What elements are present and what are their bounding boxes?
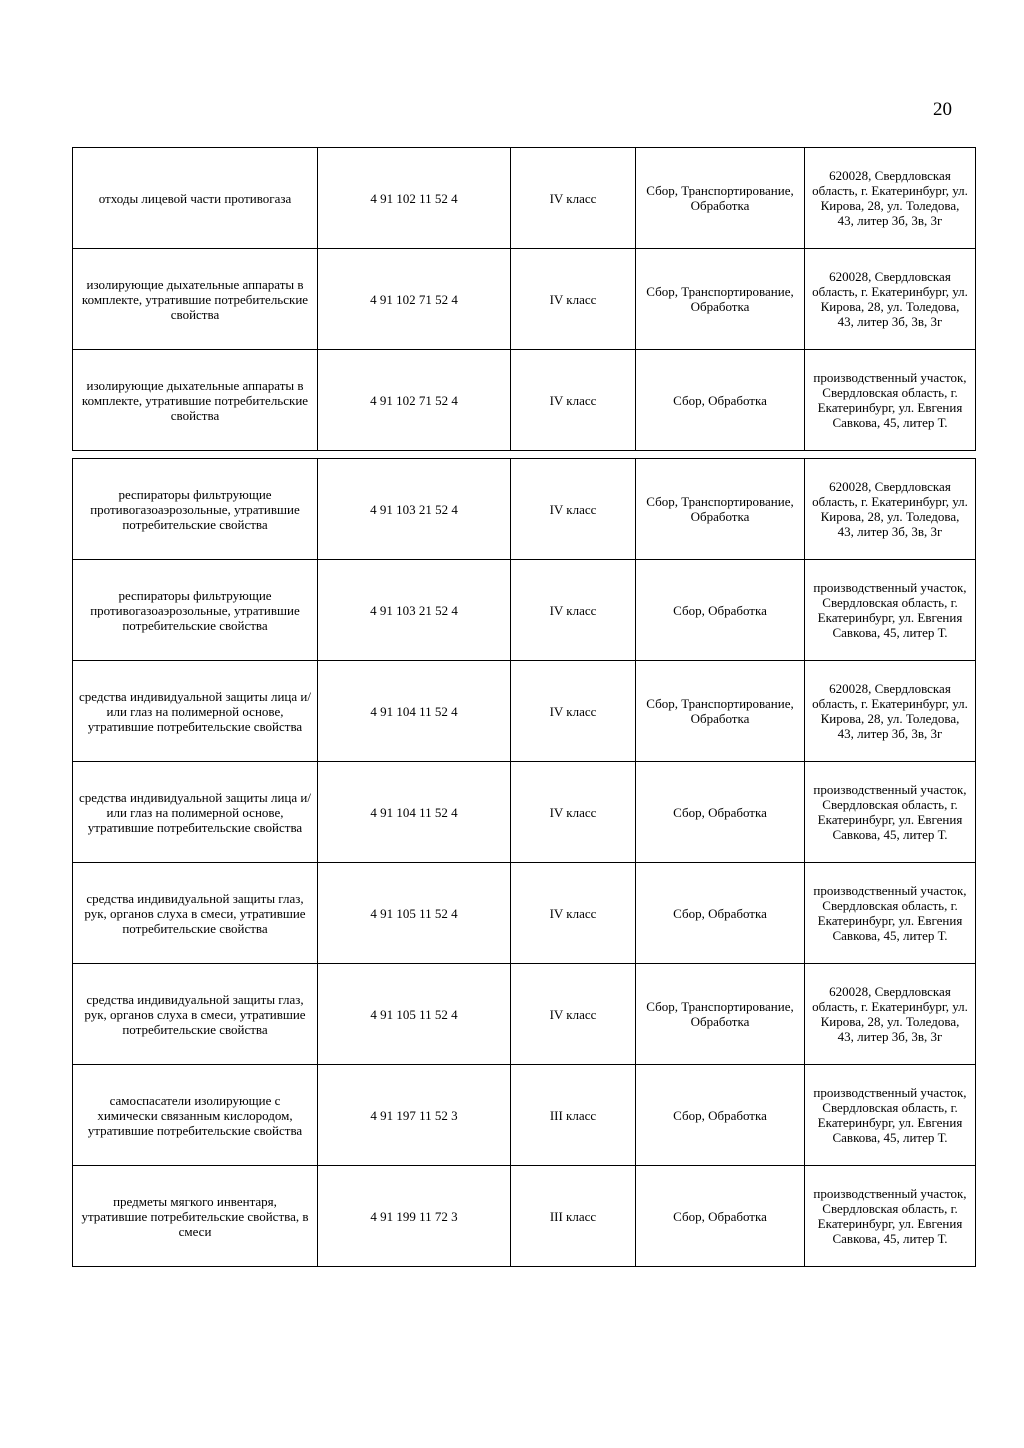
fkko-code-cell: 4 91 102 71 52 4 bbox=[318, 249, 511, 350]
operations-cell: Сбор, Транспортирование, Обработка bbox=[636, 249, 805, 350]
fkko-code-cell: 4 91 105 11 52 4 bbox=[318, 964, 511, 1065]
operations-cell: Сбор, Транспортирование, Обработка bbox=[636, 964, 805, 1065]
operations-cell: Сбор, Обработка bbox=[636, 560, 805, 661]
address-cell: производственный участок, Свердловская область, г. Екатеринбург, ул. Евгения Савкова, 45, литер Т. bbox=[805, 350, 976, 451]
fkko-code-cell: 4 91 102 11 52 4 bbox=[318, 148, 511, 249]
hazard-class-cell: IV класс bbox=[511, 762, 636, 863]
waste-name-cell: средства индивидуальной защиты лица и/или глаз на полимерной основе, утратившие потребительские свойства bbox=[73, 661, 318, 762]
waste-name-cell: изолирующие дыхательные аппараты в комплекте, утратившие потребительские свойства bbox=[73, 249, 318, 350]
fkko-code-cell: 4 91 103 21 52 4 bbox=[318, 459, 511, 560]
waste-name-cell: отходы лицевой части противогаза bbox=[73, 148, 318, 249]
waste-name-cell: респираторы фильтрующие противогазоаэрозольные, утратившие потребительские свойства bbox=[73, 459, 318, 560]
waste-table-block-1 bbox=[72, 147, 976, 451]
operations-cell: Сбор, Транспортирование, Обработка bbox=[636, 148, 805, 249]
fkko-code-cell: 4 91 199 11 72 3 bbox=[318, 1166, 511, 1267]
operations-cell: Сбор, Обработка bbox=[636, 762, 805, 863]
address-cell: производственный участок, Свердловская область, г. Екатеринбург, ул. Евгения Савкова, 45, литер Т. bbox=[805, 1065, 976, 1166]
hazard-class-cell: IV класс bbox=[511, 964, 636, 1065]
table-row bbox=[73, 762, 976, 863]
address-cell: производственный участок, Свердловская область, г. Екатеринбург, ул. Евгения Савкова, 45, литер Т. bbox=[805, 863, 976, 964]
fkko-code-cell: 4 91 104 11 52 4 bbox=[318, 762, 511, 863]
fkko-code-cell: 4 91 197 11 52 3 bbox=[318, 1065, 511, 1166]
table-row bbox=[73, 863, 976, 964]
address-cell: 620028, Свердловская область, г. Екатеринбург, ул. Кирова, 28, ул. Толедова, 43, литер 3б, 3в, 3г bbox=[805, 964, 976, 1065]
table-row bbox=[73, 350, 976, 451]
operations-cell: Сбор, Обработка bbox=[636, 350, 805, 451]
hazard-class-cell: IV класс bbox=[511, 350, 636, 451]
table-row bbox=[73, 148, 976, 249]
table-row bbox=[73, 1065, 976, 1166]
waste-name-cell: респираторы фильтрующие противогазоаэрозольные, утратившие потребительские свойства bbox=[73, 560, 318, 661]
hazard-class-cell: IV класс bbox=[511, 148, 636, 249]
hazard-class-cell: IV класс bbox=[511, 661, 636, 762]
waste-name-cell: средства индивидуальной защиты глаз, рук, органов слуха в смеси, утратившие потребительские свойства bbox=[73, 863, 318, 964]
waste-name-cell: средства индивидуальной защиты глаз, рук, органов слуха в смеси, утратившие потребительские свойства bbox=[73, 964, 318, 1065]
hazard-class-cell: IV класс bbox=[511, 459, 636, 560]
waste-table-block-2 bbox=[72, 458, 976, 1267]
fkko-code-cell: 4 91 103 21 52 4 bbox=[318, 560, 511, 661]
waste-name-cell: средства индивидуальной защиты лица и/или глаз на полимерной основе, утратившие потребительские свойства bbox=[73, 762, 318, 863]
page-number: 20 bbox=[933, 99, 952, 120]
address-cell: производственный участок, Свердловская область, г. Екатеринбург, ул. Евгения Савкова, 45, литер Т. bbox=[805, 1166, 976, 1267]
operations-cell: Сбор, Обработка bbox=[636, 1065, 805, 1166]
address-cell: 620028, Свердловская область, г. Екатеринбург, ул. Кирова, 28, ул. Толедова, 43, литер 3б, 3в, 3г bbox=[805, 661, 976, 762]
operations-cell: Сбор, Обработка bbox=[636, 863, 805, 964]
table-row bbox=[73, 459, 976, 560]
address-cell: производственный участок, Свердловская область, г. Екатеринбург, ул. Евгения Савкова, 45, литер Т. bbox=[805, 762, 976, 863]
table-row bbox=[73, 964, 976, 1065]
hazard-class-cell: IV класс bbox=[511, 249, 636, 350]
waste-name-cell: изолирующие дыхательные аппараты в комплекте, утратившие потребительские свойства bbox=[73, 350, 318, 451]
fkko-code-cell: 4 91 104 11 52 4 bbox=[318, 661, 511, 762]
hazard-class-cell: IV класс bbox=[511, 863, 636, 964]
address-cell: 620028, Свердловская область, г. Екатеринбург, ул. Кирова, 28, ул. Толедова, 43, литер 3б, 3в, 3г bbox=[805, 249, 976, 350]
address-cell: 620028, Свердловская область, г. Екатеринбург, ул. Кирова, 28, ул. Толедова, 43, литер 3б, 3в, 3г bbox=[805, 148, 976, 249]
table-row bbox=[73, 661, 976, 762]
hazard-class-cell: III класс bbox=[511, 1166, 636, 1267]
hazard-class-cell: III класс bbox=[511, 1065, 636, 1166]
operations-cell: Сбор, Транспортирование, Обработка bbox=[636, 661, 805, 762]
address-cell: производственный участок, Свердловская область, г. Екатеринбург, ул. Евгения Савкова, 45, литер Т. bbox=[805, 560, 976, 661]
operations-cell: Сбор, Обработка bbox=[636, 1166, 805, 1267]
waste-name-cell: самоспасатели изолирующие с химически связанным кислородом, утратившие потребительские свойства bbox=[73, 1065, 318, 1166]
fkko-code-cell: 4 91 102 71 52 4 bbox=[318, 350, 511, 451]
fkko-code-cell: 4 91 105 11 52 4 bbox=[318, 863, 511, 964]
hazard-class-cell: IV класс bbox=[511, 560, 636, 661]
table-row bbox=[73, 249, 976, 350]
table-row bbox=[73, 1166, 976, 1267]
operations-cell: Сбор, Транспортирование, Обработка bbox=[636, 459, 805, 560]
address-cell: 620028, Свердловская область, г. Екатеринбург, ул. Кирова, 28, ул. Толедова, 43, литер 3б, 3в, 3г bbox=[805, 459, 976, 560]
waste-name-cell: предметы мягкого инвентаря, утратившие потребительские свойства, в смеси bbox=[73, 1166, 318, 1267]
table-row bbox=[73, 560, 976, 661]
